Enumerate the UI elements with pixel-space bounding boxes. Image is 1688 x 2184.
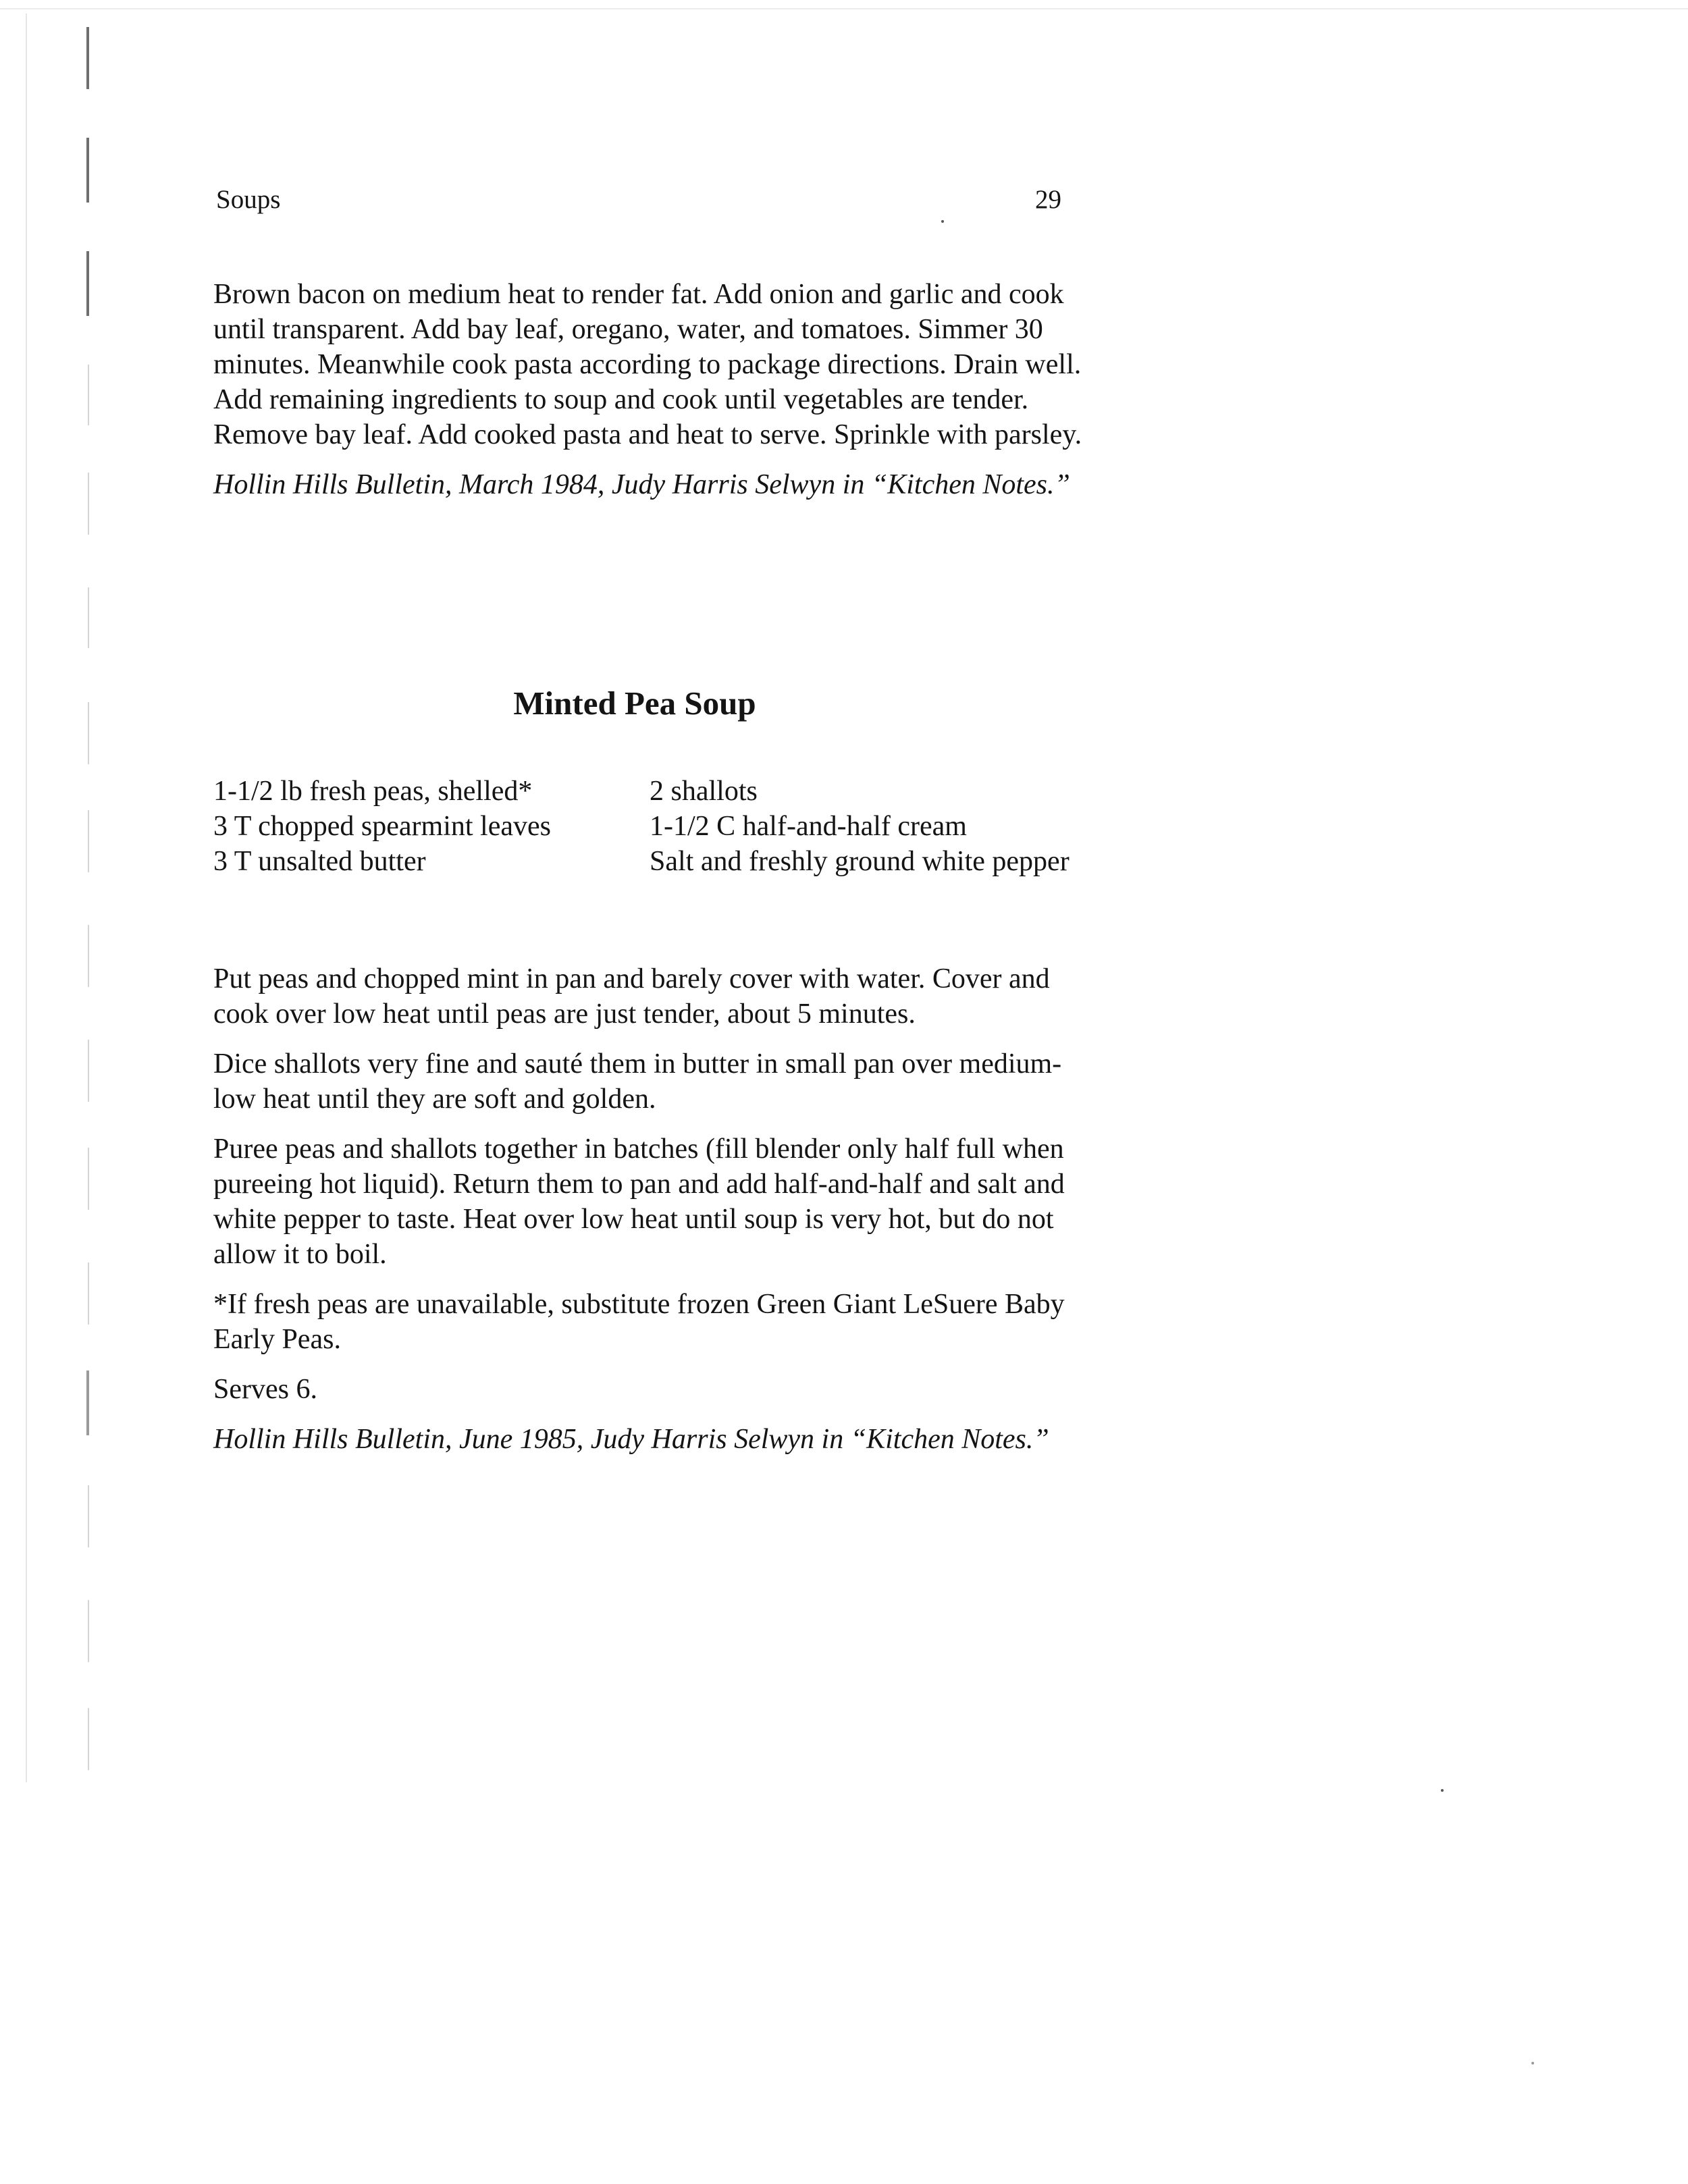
scan-left-edge xyxy=(26,14,27,1782)
ingredients-column-left xyxy=(213,774,632,879)
binding-mark xyxy=(88,1148,89,1210)
direction-paragraph: Put peas and chopped mint in pan and barely cover with water. Cover and cook over low heat until peas are just tender, about 5 minutes. xyxy=(213,963,1050,1030)
binding-mark xyxy=(88,1485,89,1547)
binding-mark xyxy=(86,1370,89,1435)
binding-mark xyxy=(88,810,89,872)
previous-recipe-directions: Brown bacon on medium heat to render fat. Add onion and garlic and cook until transparent. Add bay leaf, oregano, water, and tomatoes. Simmer 30 minutes. Meanwhile cook pasta according to package directions. Drain well. Add remaining ingredients to soup and cook until vegetables are tender. Remove bay leaf. Add cooked pasta and heat to serve. Sprinkle with parsley. xyxy=(213,279,1082,450)
recipe-title: Minted Pea Soup xyxy=(513,685,756,722)
servings: Serves 6. xyxy=(213,1374,317,1405)
binding-mark xyxy=(88,1600,89,1662)
binding-mark xyxy=(88,473,89,535)
scan-speck xyxy=(1441,1789,1444,1792)
page-number: 29 xyxy=(1035,185,1061,214)
ingredient-item: 1-1/2 lb fresh peas, shelled* xyxy=(213,776,533,807)
scan-speck xyxy=(1531,2062,1534,2065)
binding-mark xyxy=(88,1708,89,1770)
ingredient-item: 1-1/2 C half-and-half cream xyxy=(650,811,967,842)
direction-paragraph: Dice shallots very fine and sauté them in butter in small pan over medium-low heat until they are soft and golden. xyxy=(213,1048,1062,1115)
ingredient-item: 3 T unsalted butter xyxy=(213,846,426,877)
binding-mark xyxy=(88,1262,89,1325)
ingredient-item: 2 shallots xyxy=(650,776,758,807)
binding-mark xyxy=(88,1040,89,1102)
ingredient-item: Salt and freshly ground white pepper xyxy=(650,846,1070,877)
previous-recipe xyxy=(213,277,1091,517)
scan-top-edge xyxy=(0,8,1688,9)
binding-mark xyxy=(88,365,89,425)
ingredients-column-right xyxy=(650,774,1082,879)
direction-paragraph: Puree peas and shallots together in batches (fill blender only half full when pureeing hot liquid). Return them to pan and add half-and-half and salt and white pepper to taste. Heat over low heat until soup is very hot, but do not allow it to boil. xyxy=(213,1134,1065,1270)
binding-mark xyxy=(86,138,89,203)
binding-mark xyxy=(86,251,89,316)
binding-mark xyxy=(86,27,89,89)
section-title: Soups xyxy=(216,185,281,214)
recipe-source: Hollin Hills Bulletin, June 1985, Judy Harris Selwyn in “Kitchen Notes.” xyxy=(213,1424,1049,1455)
previous-recipe-source: Hollin Hills Bulletin, March 1984, Judy Harris Selwyn in “Kitchen Notes.” xyxy=(213,469,1070,500)
substitution-note: *If fresh peas are unavailable, substitute frozen Green Giant LeSuere Baby Early Peas. xyxy=(213,1289,1065,1355)
binding-mark xyxy=(88,925,89,987)
recipe-directions xyxy=(213,961,1091,1472)
ingredient-item: 3 T chopped spearmint leaves xyxy=(213,811,551,842)
binding-mark xyxy=(88,587,89,648)
scan-speck xyxy=(941,220,944,223)
